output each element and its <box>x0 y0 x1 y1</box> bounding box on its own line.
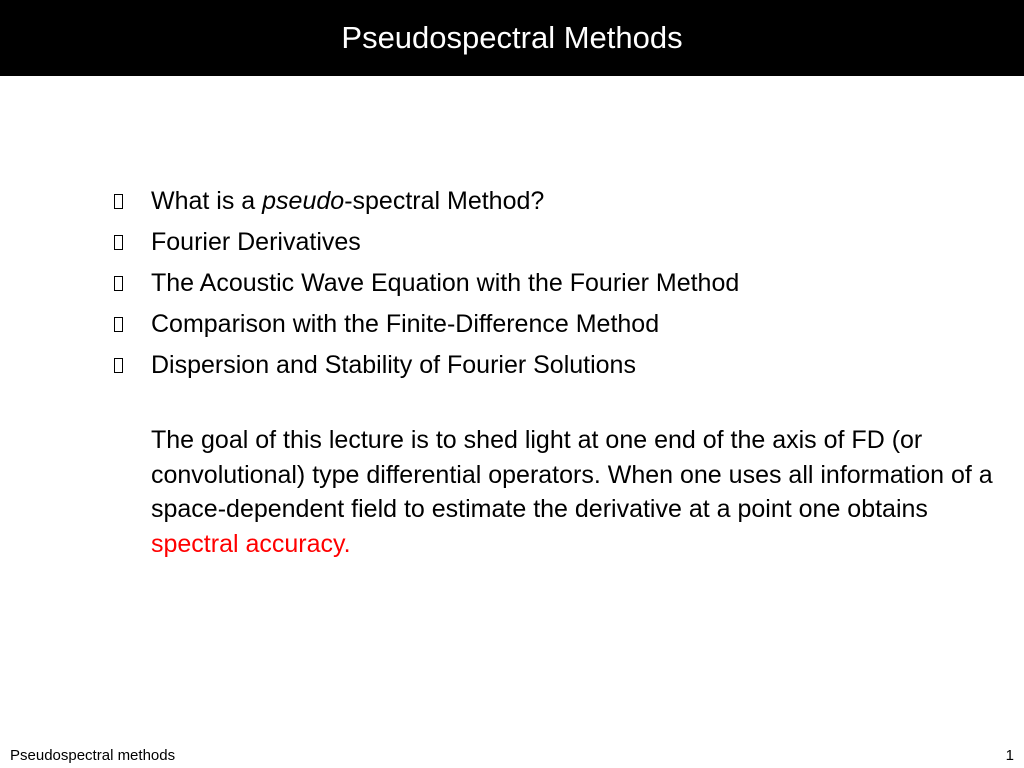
box-bullet-icon <box>114 235 123 250</box>
bullet-item <box>112 181 739 222</box>
emphasized-word: pseudo <box>262 187 345 215</box>
bullet-item <box>112 345 739 386</box>
title-bar <box>0 0 1024 76</box>
bullet-text: Comparison with the Finite-Difference Method <box>151 310 660 338</box>
box-bullet-icon <box>114 194 123 209</box>
lecture-goal-paragraph <box>151 423 1019 561</box>
bullet-text: Dispersion and Stability of Fourier Solutions <box>151 351 636 379</box>
bullet-text-part: -spectral Method? <box>344 187 545 215</box>
bullet-text-part: What is a <box>151 187 263 215</box>
bullet-text <box>151 187 544 216</box>
page-number: 1 <box>1005 747 1014 764</box>
bullet-text: Fourier Derivatives <box>151 228 361 256</box>
footer-title: Pseudospectral methods <box>10 747 176 764</box>
box-bullet-icon <box>114 276 123 291</box>
bullet-item <box>112 304 739 345</box>
box-bullet-icon <box>114 317 123 332</box>
paragraph-text: The goal of this lecture is to shed light at one end of the axis of FD (or convolutional) type differential operators. When one uses all information of a space-dependent field to estimate the derivative at a point one obtains <box>151 426 993 523</box>
spectral-accuracy-highlight: spectral accuracy. <box>151 529 351 558</box>
bullet-list <box>112 181 739 386</box>
bullet-item <box>112 263 739 304</box>
bullet-item <box>112 222 739 263</box>
bullet-text: The Acoustic Wave Equation with the Fourier Method <box>151 269 740 297</box>
box-bullet-icon <box>114 358 123 373</box>
slide-title: Pseudospectral Methods <box>341 20 683 55</box>
